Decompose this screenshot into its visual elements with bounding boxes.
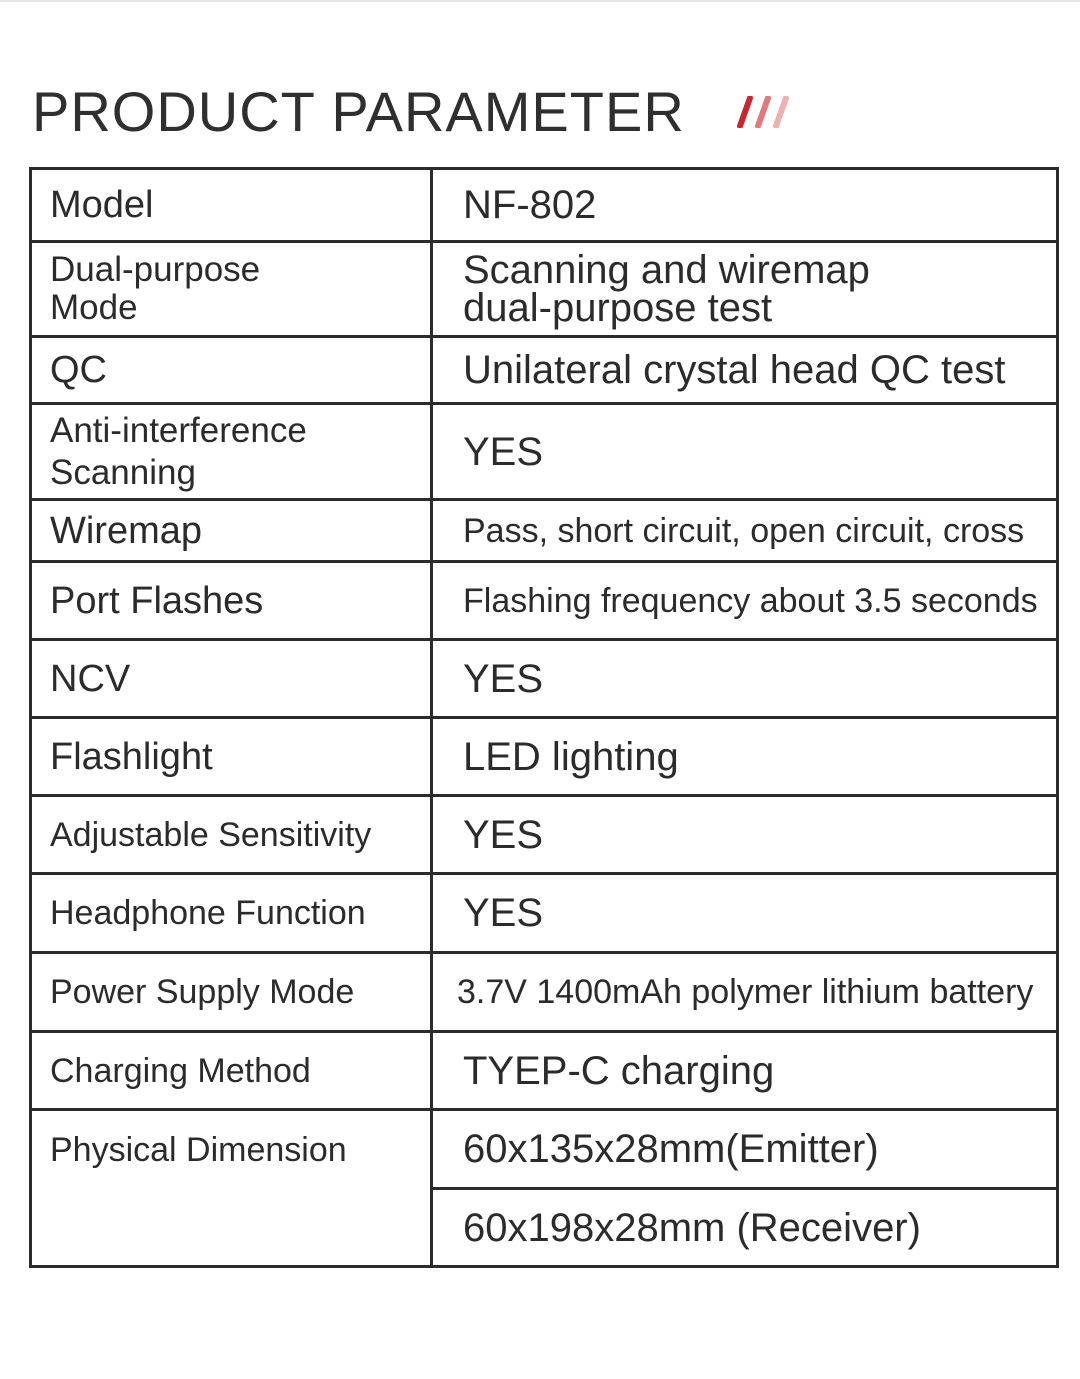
accent-slash-3 [776,98,786,126]
row-value-dual-purpose-mode: Scanning and wiremap dual-purpose test [432,242,1058,337]
table-row [31,640,1058,718]
table-row [31,874,1058,953]
row-label-dual-purpose-mode: Dual-purpose Mode [31,242,432,337]
row-value-dimension-emitter: 60x135x28mm(Emitter) [432,1110,1058,1189]
row-value-anti-interference: YES [432,404,1058,500]
row-label-flashlight: Flashlight [31,718,432,796]
row-value-headphone-function: YES [432,874,1058,953]
row-label-charging-method: Charging Method [31,1032,432,1110]
top-divider [0,0,1080,2]
parameter-table [29,167,1059,1268]
table-row [31,404,1058,500]
row-value-qc: Unilateral crystal head QC test [432,337,1058,404]
table-row [31,1110,1058,1189]
page-title: PRODUCT PARAMETER [32,80,685,143]
row-value-adjustable-sensitivity: YES [432,796,1058,874]
table-row [31,796,1058,874]
row-value-model: NF-802 [432,169,1058,242]
row-label-port-flashes: Port Flashes [31,562,432,640]
row-value-charging-method: TYEP-C charging [432,1032,1058,1110]
table-row [31,718,1058,796]
row-value-flashlight: LED lighting [432,718,1058,796]
table-row [31,562,1058,640]
table-row [31,953,1058,1032]
row-label-anti-interference: Anti-interference Scanning [31,404,432,500]
row-value-dimension-receiver: 60x198x28mm (Receiver) [432,1189,1058,1267]
row-label-ncv: NCV [31,640,432,718]
row-label-power-supply-mode: Power Supply Mode [31,953,432,1032]
row-value-ncv: YES [432,640,1058,718]
row-label-adjustable-sensitivity: Adjustable Sensitivity [31,796,432,874]
accent-slash-1 [740,98,750,126]
row-value-port-flashes: Flashing frequency about 3.5 seconds [432,562,1058,640]
table-row [31,500,1058,562]
row-value-wiremap: Pass, short circuit, open circuit, cross [432,500,1058,562]
row-label-wiremap: Wiremap [31,500,432,562]
row-label-headphone-function: Headphone Function [31,874,432,953]
accent-slash-2 [758,98,768,126]
row-label-qc: QC [31,337,432,404]
table-row [31,169,1058,242]
table-row [31,1032,1058,1110]
table-row [31,337,1058,404]
row-label-model: Model [31,169,432,242]
row-label-physical-dimension: Physical Dimension [31,1110,432,1267]
slash-accent-icon [736,96,796,128]
table-row [31,242,1058,337]
row-value-power-supply-mode: 3.7V 1400mAh polymer lithium battery [432,953,1058,1032]
